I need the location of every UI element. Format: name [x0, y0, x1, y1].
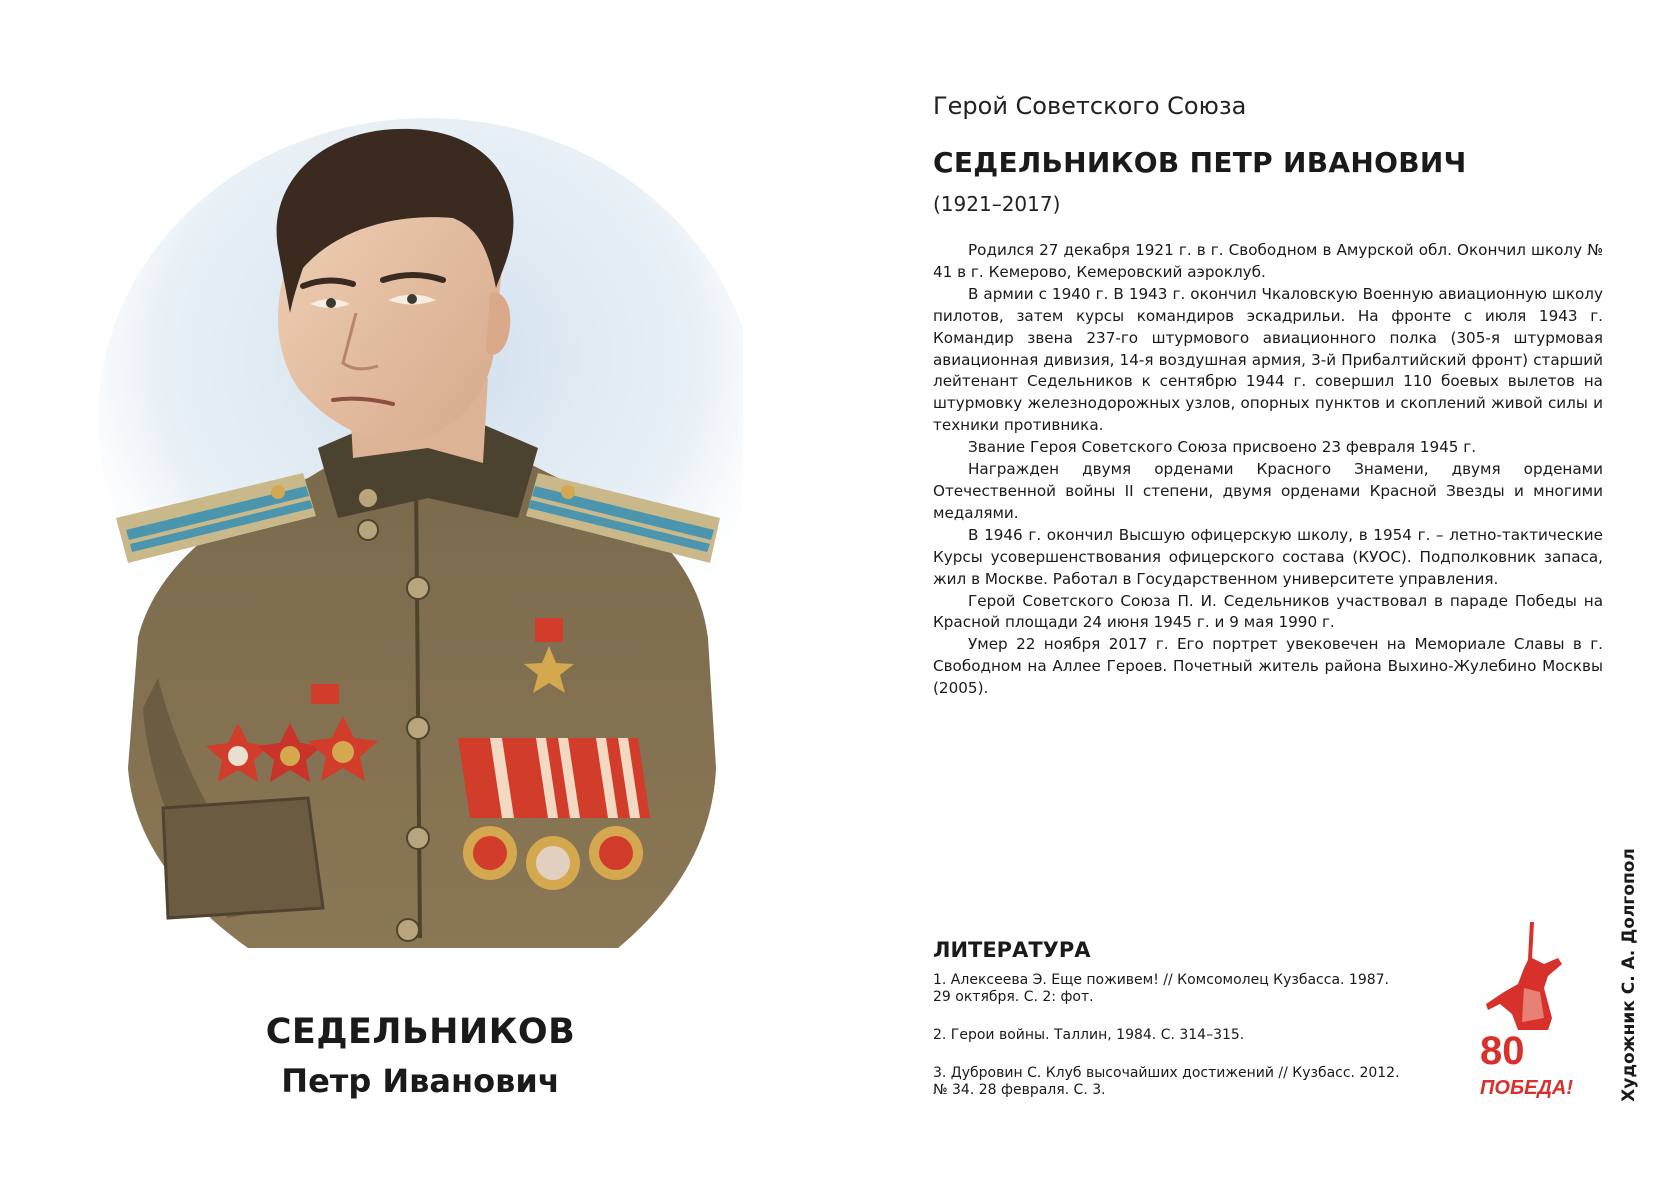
caption-surname: СЕДЕЛЬНИКОВ: [265, 1012, 576, 1052]
literature-item: 3. Дубровин С. Клуб высочайших достижений // Кузбасс. 2012. № 34. 28 февраля. С. 3.: [933, 1065, 1400, 1098]
caption-name: Петр Иванович: [281, 1062, 560, 1100]
bio-paragraph: Умер 22 ноября 2017 г. Его портрет увековечен на Мемориале Славы в г. Свободном на Аллее Героев. Почетный житель района Выхино-Жулебино Москвы (2005).: [933, 635, 1603, 698]
artist-credit-wrapper: [1612, 845, 1646, 1105]
kicker-title: Герой Советского Союза: [933, 92, 1247, 120]
life-years: (1921–2017): [933, 192, 1061, 216]
victory-emblem-svg: [1478, 918, 1574, 1104]
literature-heading: ЛИТЕРАТУРА: [933, 938, 1091, 962]
artist-credit: Художник С. А. Долгопол: [1619, 848, 1639, 1102]
emblem-number: 80: [1480, 1029, 1525, 1073]
bio-paragraph: Родился 27 декабря 1921 г. в г. Свободном в Амурской обл. Окончил школу № 41 в г. Кемерово, Кемеровский аэроклуб.: [933, 241, 1603, 281]
literature-item: 2. Герои войны. Таллин, 1984. С. 314–315.: [933, 1027, 1245, 1043]
bio-paragraph: В армии с 1940 г. В 1943 г. окончил Чкаловскую Военную авиационную школу пилотов, затем курсы командиров эскадрильи. На фронте с июля 1943 г. Командир звена 237-го штурмового авиационного полка (305-я штурмовая авиационная дивизия, 14-я воздушная армия, 3-й Прибалтийский фронт) старший лейтенант Седельников к сентябрю 1944 г. совершил 110 боевых вылетов на штурмовку железнодорожных узлов, опорных пунктов и скоплений живой силы и техники противника.: [933, 284, 1603, 435]
bio-paragraph: Герой Советского Союза П. И. Седельников участвовал в параде Победы на Красной площади 24 июня 1945 г. и 9 мая 1990 г.: [933, 591, 1603, 632]
portrait-svg: [98, 118, 743, 963]
bio-paragraph: В 1946 г. окончил Высшую офицерскую школу, в 1954 г. – летно-тактические Курсы усовершенствования офицерского состава (КУОС). Подполковник запаса, жил в Москве. Работал в Государственном университете управления.: [933, 525, 1603, 588]
literature-item: 1. Алексеева Э. Еще поживем! // Комсомолец Кузбасса. 1987. 29 октября. С. 2: фот.: [933, 972, 1390, 1005]
bio-paragraph: Награжден двумя орденами Красного Знамени, двумя орденами Отечественной войны II степени, двумя орденами Красной Звезды и многими медалями.: [933, 460, 1603, 522]
page-title: СЕДЕЛЬНИКОВ ПЕТР ИВАНОВИЧ: [933, 146, 1467, 179]
tunic-pocket: [163, 798, 323, 918]
emblem-word: ПОБЕДА!: [1480, 1077, 1573, 1099]
medals-right: [458, 738, 650, 890]
literature-list: [933, 972, 1403, 1120]
portrait-illustration: [98, 118, 743, 963]
victory-80-emblem: [1478, 918, 1574, 1104]
biography: [933, 240, 1603, 700]
bio-paragraph: Звание Героя Советского Союза присвоено 23 февраля 1945 г.: [968, 438, 1477, 457]
